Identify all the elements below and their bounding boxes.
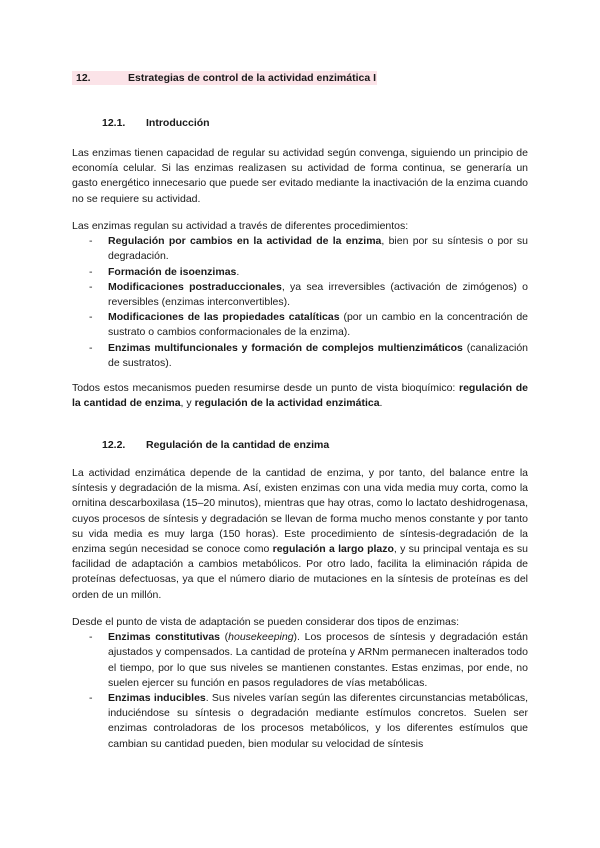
enzyme-types-intro: Desde el punto de vista de adaptación se pueden considerar dos tipos de enzimas:: [72, 616, 460, 628]
list-item: - Regulación por cambios en la actividad de la enzima, bien por su síntesis o por su degradación.: [72, 234, 528, 264]
section-1-title: Introducción: [146, 117, 210, 129]
list-item: - Modificaciones postraduccionales, ya sea irreversibles (activación de zimógenos) o reversibles (enzimas interconvertibles).: [72, 280, 528, 310]
list-item: - Modificaciones de las propiedades catalíticas (por un cambio en la concentración de sustrato o cambios conformacionales de la enzima).: [72, 310, 528, 340]
list-item: - Enzimas inducibles. Sus niveles varían según las diferentes circunstancias metabólicas, induciéndose su síntesis o degradación mediante estímulos concretos. Suelen ser enzimas controladoras de los procesos metabólicos, y los diferentes estímulos que cambian su cantidad pueden, bien modular su velocidad de síntesis: [72, 691, 528, 752]
list-item: - Enzimas constitutivas (housekeeping). Los procesos de síntesis y degradación están ajustados y compensados. La cantidad de proteína y ARNm permanecen inalterados todo el tiempo, por lo que sus niveles se mantienen constantes. Estas enzimas, por ende, no suelen ejercer su función en pasos reguladores de vías metabólicas.: [72, 630, 528, 691]
enzyme-types-list: [72, 630, 528, 752]
chapter-number: 12.: [76, 72, 91, 84]
list-item: - Formación de isoenzimas.: [72, 265, 528, 280]
chapter-heading: [72, 72, 377, 84]
chapter-highlight: [72, 71, 377, 85]
list-item: - Enzimas multifuncionales y formación de complejos multienzimáticos (canalización de sustratos).: [72, 341, 528, 371]
section-2-number: 12.2.: [102, 439, 126, 451]
summary-paragraph: Todos estos mecanismos pueden resumirse desde un punto de vista bioquímico: regulación de la cantidad de enzima, y regulación de la actividad enzimática.: [72, 382, 529, 410]
procedures-intro: Las enzimas regulan su actividad a través de diferentes procedimientos:: [72, 220, 409, 232]
section-2-title: Regulación de la cantidad de enzima: [146, 439, 330, 451]
chapter-title: Estrategias de control de la actividad enzimática I: [128, 72, 377, 84]
section-1-number: 12.1.: [102, 117, 126, 129]
section-2-heading: [102, 439, 329, 451]
section-1-paragraph: Las enzimas tienen capacidad de regular su actividad según convenga, siguiendo un principio de economía celular. Si las enzimas realizasen su actividad de forma continua, se generaría un gasto energético innecesario que puede ser evitado mediante la inactivación de la enzima cuando no se requiere su actividad.: [72, 147, 528, 205]
section-2-paragraph: La actividad enzimática depende de la cantidad de enzima, y por tanto, del balance entre la síntesis y degradación de la misma. Así, existen enzimas con una vida media muy corta, como la ornitina descarboxilasa (15–20 minutos), mientras que hay otras, como lo lactato deshidrogenasa, cuyos procesos de síntesis y degradación se llevan de forma mucho menos constante y por tanto su vida media es muy larga (150 horas). Este procedimiento de síntesis-degradación de la enzima según necesidad se conoce como regulación a largo plazo, y su principal ventaja es su facilidad de adaptación a cambios metabólicos. Por otro lado, facilita la eliminación rápida de proteínas defectuosas, ya que el número diario de mutaciones en la síntesis de proteínas es del orden de un millón.: [72, 467, 528, 601]
procedures-list: [72, 234, 528, 371]
section-1-heading: [102, 117, 210, 129]
procedures-block: [72, 219, 528, 371]
enzyme-types-block: [72, 615, 528, 752]
